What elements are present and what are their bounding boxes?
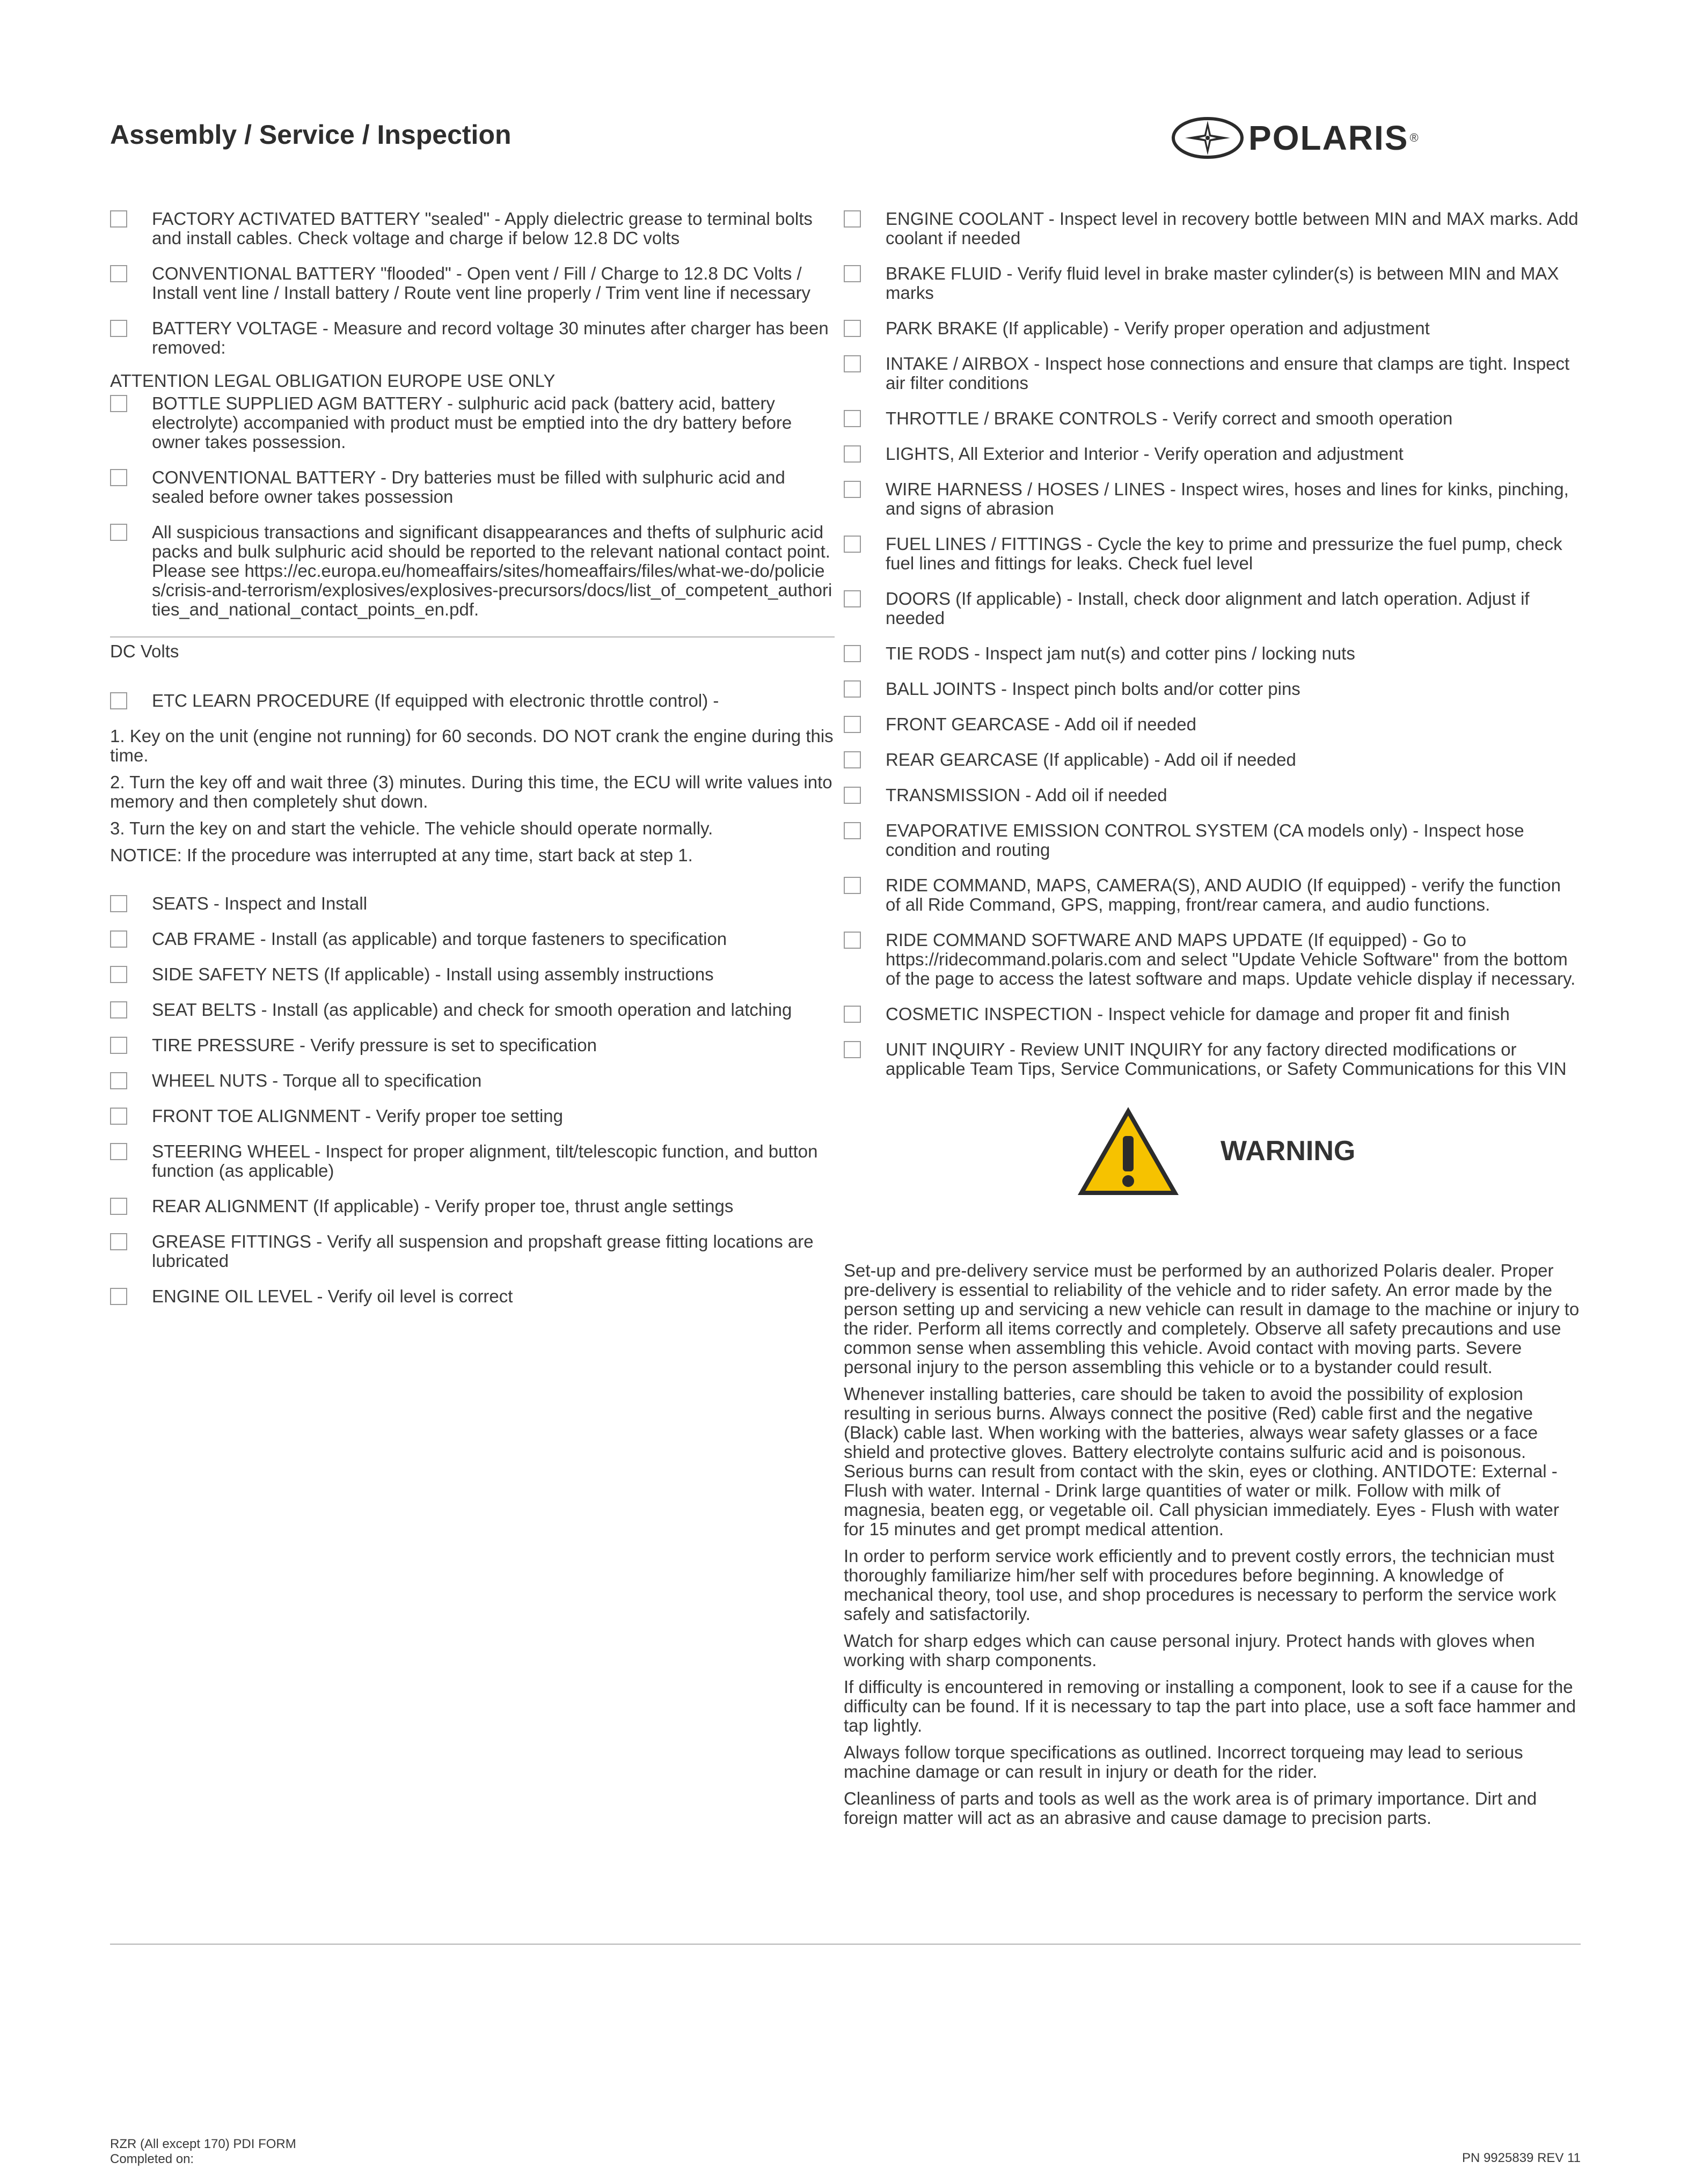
right-column: [844, 209, 1580, 1835]
checklist-item-label: THROTTLE / BRAKE CONTROLS - Verify correct and smooth operation: [886, 408, 1453, 428]
checklist-item-label: ENGINE COOLANT - Inspect level in recovery bottle between MIN and MAX marks. Add coolant if needed: [886, 209, 1579, 248]
checklist-item[interactable]: [844, 480, 1580, 518]
checkbox[interactable]: [110, 265, 127, 282]
checklist-item[interactable]: [110, 1232, 835, 1271]
checklist-item[interactable]: [844, 750, 1580, 769]
completed-on-label: Completed on:: [110, 2152, 194, 2166]
checklist-item[interactable]: [110, 894, 835, 913]
checkbox[interactable]: [844, 932, 861, 949]
checkbox[interactable]: [844, 355, 861, 372]
warning-paragraph: Set-up and pre-delivery service must be performed by an authorized Polaris dealer. Proper pre-delivery is essential to reliability of the vehicle and to rider safety. An error made by the person setting up and servicing a new vehicle can result in damage to the machine or injury to the rider. Perform all items correctly and completely. Observe all safety precautions and use common sense when assembling this vehicle. Avoid contact with moving parts. Severe personal injury to the person assembling this vehicle or to a bystander could result.: [844, 1260, 1580, 1377]
checklist-item-label: BATTERY VOLTAGE - Measure and record voltage 30 minutes after charger has been removed:: [152, 318, 829, 357]
checklist-item[interactable]: [110, 209, 835, 248]
warning-header: [1075, 1100, 1580, 1202]
warning-paragraph: Whenever installing batteries, care should be taken to avoid the possibility of explosion resulting in serious burns. Always connect the positive (Red) cable first and the negative (Black) cable last. When working with the batteries, always wear safety glasses or a face shield and protective gloves. Battery electrolyte contains sulfuric acid and is poisonous. Serious burns can result from contact with the skin, eyes or clothing. ANTIDOTE: External - Flush with water. Internal - Drink large quantities of water or milk. Follow with milk of magnesia, beaten egg, or vegetable oil. Call physician immediately. Eyes - Flush with water for 15 minutes and get prompt medical attention.: [844, 1384, 1559, 1539]
checklist-item[interactable]: [110, 1106, 835, 1126]
checklist-item-label: DOORS (If applicable) - Install, check door alignment and latch operation. Adjust if needed: [886, 589, 1530, 628]
checklist-item-label: WHEEL NUTS - Torque all to specification: [152, 1071, 482, 1090]
checklist-item-label: FUEL LINES / FITTINGS - Cycle the key to prime and pressurize the fuel pump, check fuel lines and fittings for leaks. Check fuel level: [886, 534, 1562, 573]
checklist-item[interactable]: [844, 1005, 1580, 1024]
checklist-item-label: UNIT INQUIRY - Review UNIT INQUIRY for any factory directed modifications or applicable Team Tips, Service Communications, or Safety Communications for this VIN: [886, 1039, 1567, 1079]
checkbox[interactable]: [110, 1143, 127, 1160]
checkbox[interactable]: [110, 320, 127, 337]
checkbox[interactable]: [844, 445, 861, 463]
checkbox[interactable]: [844, 1006, 861, 1023]
checklist-item-etc[interactable]: [110, 691, 835, 710]
checkbox[interactable]: [110, 1072, 127, 1089]
checklist-item-label: FRONT GEARCASE - Add oil if needed: [886, 714, 1196, 734]
checklist-item[interactable]: [110, 1071, 835, 1090]
checklist-item-label: CONVENTIONAL BATTERY - Dry batteries must be filled with sulphuric acid and sealed before owner takes possession: [152, 467, 785, 507]
left-column: [110, 209, 835, 1322]
form-name: RZR (All except 170) PDI FORM: [110, 2137, 296, 2151]
checklist-item[interactable]: [110, 394, 835, 452]
checkbox[interactable]: [110, 1037, 127, 1054]
etc-step: 1. Key on the unit (engine not running) for 60 seconds. DO NOT crank the engine during this time.: [110, 726, 834, 765]
checkbox[interactable]: [844, 877, 861, 894]
dc-volts-label: DC Volts: [110, 641, 179, 661]
warning-paragraph: In order to perform service work efficiently and to prevent costly errors, the technician must thoroughly familiarize him/her self with procedures before beginning. A knowledge of mechanical theory, tool use, and shop procedures is necessary to perform the service work safely and satisfactorily.: [844, 1546, 1557, 1624]
polaris-logo: [1170, 114, 1460, 162]
checklist-item[interactable]: [844, 534, 1580, 573]
checkbox[interactable]: [844, 210, 861, 228]
checklist-item[interactable]: [844, 821, 1580, 860]
checklist-item[interactable]: [844, 409, 1580, 428]
checklist-item-label: EVAPORATIVE EMISSION CONTROL SYSTEM (CA models only) - Inspect hose condition and routing: [886, 820, 1524, 860]
checklist-item[interactable]: [110, 319, 835, 357]
checklist-item-label: ENGINE OIL LEVEL - Verify oil level is correct: [152, 1286, 513, 1306]
page-title: Assembly / Service / Inspection: [110, 120, 511, 150]
warning-triangle-icon: [1075, 1103, 1182, 1199]
checklist-item-label: TIE RODS - Inspect jam nut(s) and cotter pins / locking nuts: [886, 643, 1355, 663]
checklist-item-label: REAR ALIGNMENT (If applicable) - Verify proper toe, thrust angle settings: [152, 1196, 734, 1216]
checkbox[interactable]: [110, 1288, 127, 1305]
checkbox[interactable]: [844, 481, 861, 498]
checklist-item-label: WIRE HARNESS / HOSES / LINES - Inspect wires, hoses and lines for kinks, pinching, and signs of abrasion: [886, 479, 1569, 518]
checklist-item-label: CAB FRAME - Install (as applicable) and torque fasteners to specification: [152, 929, 727, 949]
checklist-item-label: SIDE SAFETY NETS (If applicable) - Install using assembly instructions: [152, 964, 714, 984]
checklist-item[interactable]: [110, 1036, 835, 1055]
warning-paragraph: If difficulty is encountered in removing or installing a component, look to see if a cause for the difficulty can be found. If it is necessary to tap the part into place, use a soft face hammer and tap lightly.: [844, 1677, 1576, 1735]
checkbox[interactable]: [844, 590, 861, 607]
polaris-star-icon: [1170, 115, 1245, 160]
checkbox[interactable]: [844, 716, 861, 733]
checkbox[interactable]: [110, 1108, 127, 1125]
checklist-item[interactable]: [110, 965, 835, 984]
checkbox[interactable]: [110, 930, 127, 948]
checklist-item[interactable]: [844, 264, 1580, 303]
checklist-item-label: FRONT TOE ALIGNMENT - Verify proper toe setting: [152, 1106, 563, 1126]
checkbox[interactable]: [110, 966, 127, 983]
checklist-item[interactable]: [844, 589, 1580, 628]
checkbox[interactable]: [110, 1233, 127, 1250]
etc-notice: NOTICE: If the procedure was interrupted at any time, start back at step 1.: [110, 845, 693, 865]
checklist-item-label: REAR GEARCASE (If applicable) - Add oil if needed: [886, 750, 1296, 769]
checkbox[interactable]: [844, 680, 861, 698]
part-number: PN 9925839 REV 11: [1462, 2151, 1581, 2165]
attention-heading: ATTENTION LEGAL OBLIGATION EUROPE USE ONLY: [110, 371, 556, 391]
checklist-item[interactable]: [110, 1287, 835, 1306]
brand-wordmark: POLARIS: [1248, 119, 1409, 157]
checkbox[interactable]: [844, 1041, 861, 1058]
checklist-item-label: ETC LEARN PROCEDURE (If equipped with electronic throttle control) -: [152, 691, 719, 710]
checklist-item-label: TIRE PRESSURE - Verify pressure is set to specification: [152, 1035, 597, 1055]
checkbox[interactable]: [110, 210, 127, 228]
checklist-item-label: RIDE COMMAND, MAPS, CAMERA(S), AND AUDIO (If equipped) - verify the function of all Ride Command, GPS, mapping, front/rear camera, and audio functions.: [886, 875, 1561, 914]
checklist-item-label: BALL JOINTS - Inspect pinch bolts and/or cotter pins: [886, 679, 1300, 699]
checklist-item-label: INTAKE / AIRBOX - Inspect hose connections and ensure that clamps are tight. Inspect air filter conditions: [886, 354, 1570, 393]
checklist-item-label: GREASE FITTINGS - Verify all suspension and propshaft grease fitting locations are lubricated: [152, 1232, 814, 1271]
checklist-item[interactable]: [110, 264, 835, 303]
divider: [110, 636, 835, 637]
checklist-item[interactable]: [844, 354, 1580, 393]
checklist-item-label: CONVENTIONAL BATTERY "flooded" - Open vent / Fill / Charge to 12.8 DC Volts / Install vent line / Install battery / Route vent line properly / Trim vent line if necessary: [152, 263, 811, 303]
checklist-item-label: TRANSMISSION - Add oil if needed: [886, 785, 1167, 805]
checklist-item[interactable]: [844, 444, 1580, 464]
warning-paragraph: Watch for sharp edges which can cause personal injury. Protect hands with gloves when working with sharp components.: [844, 1631, 1535, 1670]
checkbox[interactable]: [110, 469, 127, 486]
checklist-item-label: LIGHTS, All Exterior and Interior - Verify operation and adjustment: [886, 444, 1404, 464]
checklist-item-label: STEERING WHEEL - Inspect for proper alignment, tilt/telescopic function, and button function (as applicable): [152, 1141, 818, 1181]
checklist-item-label: RIDE COMMAND SOFTWARE AND MAPS UPDATE (If equipped) - Go to https://ridecommand.polaris.com and select "Update Vehicle Software" from the bottom of the page to access the latest software and maps. Update vehicle display if necessary.: [886, 930, 1576, 988]
checklist-item[interactable]: [844, 930, 1580, 988]
checkbox[interactable]: [110, 895, 127, 912]
checkbox[interactable]: [844, 822, 861, 839]
checklist-item-label: SEAT BELTS - Install (as applicable) and check for smooth operation and latching: [152, 1000, 792, 1020]
checklist-item[interactable]: [110, 1000, 835, 1020]
checklist-item[interactable]: [844, 644, 1580, 663]
checklist-item[interactable]: [110, 1142, 835, 1181]
checklist-item-label: COSMETIC INSPECTION - Inspect vehicle for damage and proper fit and finish: [886, 1004, 1510, 1024]
etc-step: 3. Turn the key on and start the vehicle. The vehicle should operate normally.: [110, 818, 713, 838]
checklist-item-label: SEATS - Inspect and Install: [152, 893, 368, 913]
checkbox[interactable]: [844, 410, 861, 427]
checkbox[interactable]: [110, 1001, 127, 1018]
checklist-item[interactable]: [844, 209, 1580, 248]
registered-mark: ®: [1409, 131, 1419, 144]
checklist-item[interactable]: [110, 929, 835, 949]
checklist-item[interactable]: [844, 679, 1580, 699]
checkbox[interactable]: [110, 1198, 127, 1215]
checklist-item-label: All suspicious transactions and significant disappearances and thefts of sulphuric acid packs and bulk sulphuric acid should be reported to the relevant national contact point. Please see https://ec.europa.eu/homeaffairs/sites/homeaffairs/files/what-we-do/policies/crisis-and-terrorism/explosives/explosives-precursors/docs/list_of_competent_authorities_and_national_contact_points_en.pdf.: [152, 522, 832, 619]
checklist-item[interactable]: [110, 523, 835, 619]
checklist-item[interactable]: [844, 876, 1580, 914]
checkbox[interactable]: [844, 536, 861, 553]
footer-form-info: [110, 2137, 296, 2167]
checkbox[interactable]: [844, 645, 861, 662]
checklist-item[interactable]: [110, 1197, 835, 1216]
checklist-item-label: FACTORY ACTIVATED BATTERY "sealed" - Apply dielectric grease to terminal bolts and install cables. Check voltage and charge if below 12.8 DC volts: [152, 209, 813, 248]
checkbox[interactable]: [844, 265, 861, 282]
checkbox[interactable]: [844, 787, 861, 804]
checkbox[interactable]: [110, 524, 127, 541]
warning-paragraph: Cleanliness of parts and tools as well as the work area is of primary importance. Dirt and foreign matter will act as an abrasive and cause damage to precision parts.: [844, 1789, 1537, 1828]
checkbox[interactable]: [110, 395, 127, 412]
checklist-item-label: BOTTLE SUPPLIED AGM BATTERY - sulphuric acid pack (battery acid, battery electrolyte) accompanied with product must be emptied into the dry battery before owner takes possession.: [152, 393, 792, 452]
checkbox[interactable]: [110, 692, 127, 709]
checkbox[interactable]: [844, 751, 861, 768]
checklist-item-label: BRAKE FLUID - Verify fluid level in brake master cylinder(s) is between MIN and MAX marks: [886, 263, 1559, 303]
checkbox[interactable]: [844, 320, 861, 337]
checklist-item[interactable]: [844, 319, 1580, 338]
checklist-item[interactable]: [110, 468, 835, 507]
checklist-item[interactable]: [844, 1040, 1580, 1079]
checklist-item[interactable]: [844, 786, 1580, 805]
warning-paragraph: Always follow torque specifications as outlined. Incorrect torqueing may lead to serious machine damage or can result in injury or death for the rider.: [844, 1742, 1523, 1782]
warning-title: WARNING: [1221, 1135, 1356, 1167]
warning-text: [844, 1261, 1580, 1828]
checklist-item[interactable]: [844, 715, 1580, 734]
checklist-item-label: PARK BRAKE (If applicable) - Verify proper operation and adjustment: [886, 318, 1430, 338]
bottom-divider: [110, 1944, 1581, 1945]
etc-step: 2. Turn the key off and wait three (3) minutes. During this time, the ECU will write values into memory and then completely shut down.: [110, 772, 832, 811]
